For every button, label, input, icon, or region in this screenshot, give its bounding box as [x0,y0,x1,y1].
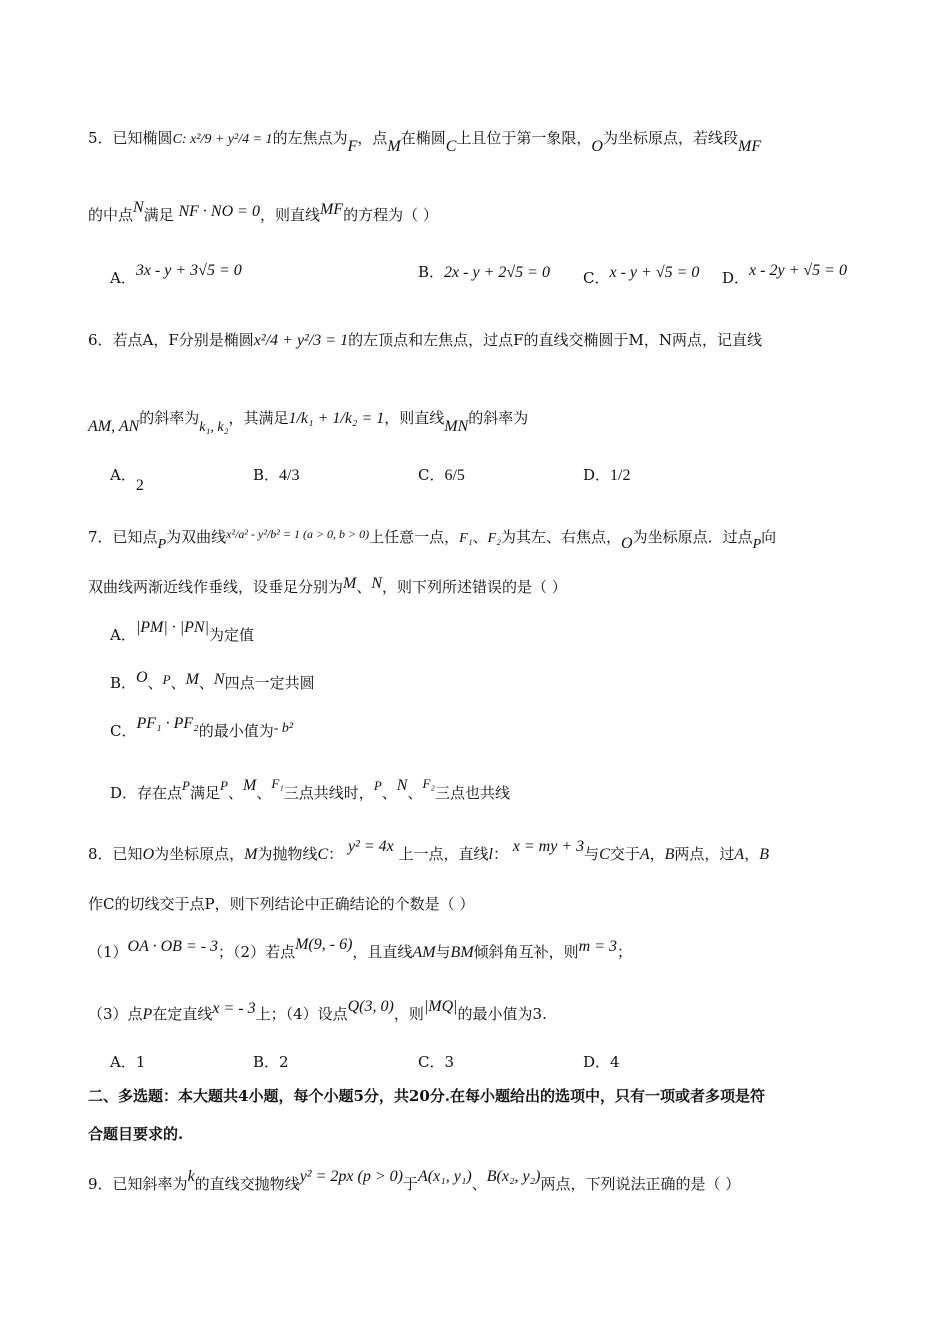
text: 为定值 [208,626,254,644]
math-var: F₁ [271,776,284,791]
q6-line2 [88,408,529,435]
q6-line1 [88,330,762,351]
option-label: D． [583,466,611,484]
text: ；（2）若点 [218,943,296,961]
text: ； [617,943,633,961]
option-label: A． [110,1053,136,1071]
text: 为双曲线 [166,528,227,546]
text: ，其满足 [228,409,289,427]
text: 上任意一点， [369,528,460,546]
text: 的左顶点和左焦点，过点F的直线交椭圆于M，N两点，记直线 [348,331,762,349]
option-a[interactable] [110,262,242,289]
q7-line2 [88,577,567,598]
text: 三点共线时， [283,784,374,802]
option-expr: |PM| · |PN| [135,619,209,636]
math-var: A [639,846,650,863]
text: 的最小值为 [198,722,274,740]
option-expr: 1/2 [610,467,631,484]
text: 满足 [190,784,221,802]
option-c[interactable] [418,465,465,486]
text: 若点A，F分别是椭圆 [112,331,254,349]
text: 的直线交抛物线 [194,1175,300,1193]
option-expr: 3 [444,1053,455,1071]
option-c[interactable] [583,264,700,289]
option-c[interactable] [418,1052,454,1072]
math-var: MN [444,418,469,435]
q7-option-c[interactable] [110,715,294,743]
text: 、 [356,578,372,596]
math-expr: OA · OB = - 3 [127,938,219,955]
math-var: M [387,138,401,155]
text: 已知 [112,845,143,863]
option-d[interactable] [583,465,630,486]
math-var: P [157,537,167,552]
text: 交于 [609,845,640,863]
option-label: D． [722,269,750,287]
math-var: MF [737,138,762,155]
math-var: N [371,575,383,592]
option-label: D． [110,784,138,802]
math-var: N [133,199,144,216]
text: 为坐标原点，若线段 [602,129,738,147]
option-d[interactable] [722,262,847,289]
option-expr: x - 2y + √5 = 0 [749,262,847,279]
option-label: B． [418,263,445,281]
text: 、 [198,674,214,692]
option-label: B． [253,1053,280,1071]
math-var: F₂ [487,531,502,546]
q7-option-d[interactable] [110,776,510,804]
ellipse-equation: x²/4 + y²/3 = 1 [253,332,349,349]
math-var: B [664,846,675,863]
text: 、 [471,1175,487,1193]
text: 的最小值为3. [457,1005,547,1023]
q5-line1 [88,128,762,155]
option-b[interactable] [253,1052,289,1072]
q7-line1 [88,527,777,552]
option-label: B． [253,466,280,484]
question-number: 5． [88,129,113,147]
text: 于 [402,1175,418,1193]
math-var: F₁ [459,531,473,546]
q8-line1: 8．已知O为坐标原点，M为抛物线C： y² = 4x 上一点，直线l： x = my + 3与C交于A，B两点，过A，B [88,838,769,863]
option-label: C． [418,466,445,484]
q5-line2 [88,199,438,226]
math-var: P [752,537,762,552]
math-var: P [373,778,382,793]
option-label: B． [110,674,137,692]
math-var: A [734,846,745,863]
text: 的方程为（ ） [343,206,438,224]
parabola-equation: y² = 4x [347,838,394,855]
slope-condition: 1/k₁ + 1/k₂ = 1 [288,410,385,427]
math-var: P [182,778,190,793]
math-var: l [488,846,493,863]
text: 、 [227,784,243,802]
math-var: M [185,671,199,688]
math-var: O [621,535,633,552]
text: 已知点 [112,528,158,546]
option-b[interactable] [418,262,550,283]
math-expr: B(x₂, y₂) [486,1168,541,1185]
text: 的斜率为 [468,409,529,427]
math-var: BM [450,944,474,961]
math-var: O [136,669,148,686]
q7-option-a[interactable] [110,619,254,646]
option-expr: 6/5 [444,467,465,484]
q8-statements-3-4 [88,998,547,1025]
text: ，点 [357,129,388,147]
text: 合题目要求的. [88,1125,184,1143]
option-expr: 4/3 [279,467,300,484]
math-var: M [244,846,258,863]
text: ，且直线 [352,943,413,961]
text: 为其左、右焦点， [501,528,622,546]
math-var: P [220,778,228,793]
option-label: C． [418,1053,445,1071]
text: 上一点，直线 [398,845,489,863]
text: 倾斜角互补，则 [473,943,579,961]
question-number: 7． [88,528,113,546]
text: 已知斜率为 [112,1175,188,1193]
text: 存在点 [137,784,183,802]
math-var: C [599,846,610,863]
dot-product-condition: NF · NO = 0 [178,203,260,220]
text: 的斜率为 [139,409,200,427]
option-b[interactable] [253,465,299,486]
math-var: B [759,846,769,863]
math-var: C [317,846,329,863]
text: 三点也共线 [434,784,510,802]
math-var: C [445,138,457,155]
math-expr: Q(3, 0) [347,998,394,1015]
text: 为坐标原点， [154,845,245,863]
text: 、 [256,784,272,802]
option-a[interactable] [110,1052,145,1072]
question-number: 8． [88,845,113,863]
text: （3）点 [88,1005,143,1023]
math-var: O [142,846,155,863]
math-expr: A(x₁, y₁) [417,1168,472,1185]
text: 两点，过 [674,845,735,863]
math-var: AM [412,944,436,961]
text: 的中点 [88,206,134,224]
option-expr: 3x - y + 3√5 = 0 [135,262,242,279]
question-number: 6． [88,331,113,349]
option-a[interactable] [110,465,144,494]
math-var: N [396,777,408,794]
text: 上；（4）设点 [255,1005,348,1023]
text: （1） [88,943,128,961]
option-label: D． [583,1053,611,1071]
q8-line2 [88,894,474,914]
text: 双曲线两渐近线作垂线，设垂足分别为 [88,578,344,596]
option-expr: PF₁ · PF₂ [136,715,199,732]
math-expr: k₁, k₂ [199,420,229,435]
math-var: P [142,1006,153,1023]
text: 的左焦点为 [272,129,348,147]
math-expr: m = 3 [578,938,618,955]
math-var: M [242,777,257,794]
text: 为抛物线 [257,845,318,863]
text: 二、多选题：本大题共4小题，每个小题5分，共20分.在每小题给出的选项中，只有一项或者多项是符 [88,1087,765,1105]
math-var: k [187,1168,195,1185]
text: ，则直线 [259,206,320,224]
text: ，则下列所述错误的是（ ） [382,578,567,596]
line-equation: x = my + 3 [512,838,585,855]
math-var: N [213,671,225,688]
text: 与 [584,845,600,863]
text: 已知椭圆 [112,129,173,147]
option-label: A． [110,626,136,644]
q8-statements-1-2: （1）OA · OB = - 3；（2）若点M(9, - 6)，且直线AM与BM倾斜角互补，则m = 3； [88,936,633,961]
text: ，则直线 [384,409,445,427]
section-heading [88,1086,765,1106]
math-var: O [591,138,603,155]
text: ，则 [393,1005,424,1023]
text: 、 [381,784,397,802]
question-number: 9． [88,1175,113,1193]
math-var: M [343,575,357,592]
math-var: P [162,672,171,687]
parabola-equation: y² = 2px (p > 0) [299,1168,403,1185]
text: 为坐标原点．过点 [632,528,753,546]
text: 作C的切线交于点P，则下列结论中正确结论的个数是（ ） [88,895,475,913]
text: 在椭圆 [400,129,446,147]
math-expr: |MQ| [423,998,458,1015]
q9-line1 [88,1168,741,1195]
option-expr: 4 [610,1053,620,1071]
option-label: A． [110,466,136,484]
option-expr: x - y + √5 = 0 [609,264,700,281]
option-label: C． [110,722,137,740]
text: 、 [170,674,186,692]
math-expr: - b² [273,721,294,736]
text: 、 [147,674,163,692]
math-expr: x = - 3 [212,1000,256,1017]
text: 两点，下列说法正确的是（ ） [540,1175,741,1193]
option-label: A． [110,269,136,287]
math-var: MF [319,201,344,218]
text: 满足 [143,206,174,224]
math-expr: M(9, - 6) [295,936,353,953]
section-heading-cont [88,1124,183,1144]
math-expr: AM, AN [88,418,140,435]
option-expr: 2 [279,1053,289,1071]
text: 在定直线 [152,1005,213,1023]
math-var: F₂ [422,776,435,791]
math-var: F [347,138,358,155]
option-expr: 2 [135,477,144,494]
text: 向 [761,528,777,546]
ellipse-equation: C: x²/9 + y²/4 = 1 [172,132,273,147]
text: 上且位于第一象限， [456,129,592,147]
option-d[interactable] [583,1052,620,1072]
text: 、 [472,528,488,546]
q7-option-b[interactable] [110,669,315,694]
option-expr: 1 [135,1053,146,1071]
text: 四点一定共圆 [224,674,315,692]
text: 、 [407,784,423,802]
hyperbola-equation: x²/a² - y²/b² = 1 (a > 0, b > 0) [226,527,370,541]
option-expr: 2x - y + 2√5 = 0 [444,264,550,281]
option-label: C． [583,269,610,287]
